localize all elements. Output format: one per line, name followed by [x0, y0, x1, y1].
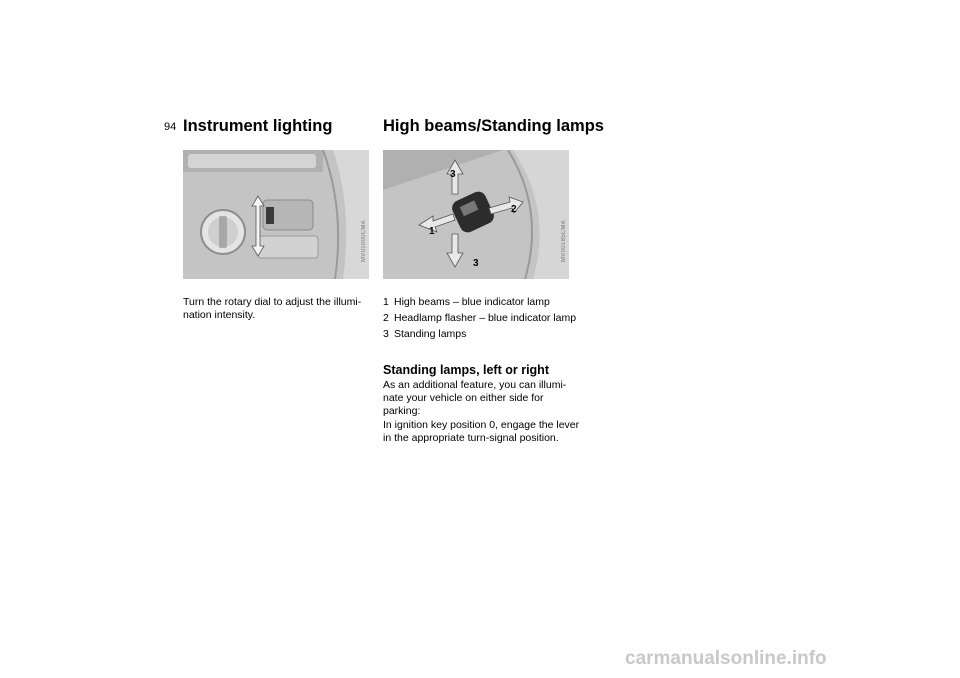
figure-code: MV00185CMA [561, 220, 567, 263]
standing-lamps-para-2: In ignition key position 0, engage the lever in the appropriate turn-signal position. [383, 419, 580, 444]
callout-3-top: 3 [450, 169, 456, 180]
page-number: 94 [164, 121, 177, 133]
list-item: 3 Standing lamps [383, 327, 467, 340]
figure-code: MV01000CMA [361, 220, 367, 263]
callout-1: 1 [429, 226, 435, 237]
list-item: 1 High beams – blue indicator lamp [383, 296, 550, 308]
instrument-lighting-text: Turn the rotary dial to adjust the illumi-nation intensity. [183, 296, 362, 321]
standing-lamps-para-1: As an additional feature, you can illumi-nate your vehicle on either side for parking: [383, 379, 567, 417]
standing-lamps-subheading: Standing lamps, left or right [383, 363, 549, 377]
callout-2: 2 [511, 204, 517, 215]
watermark: carmanualsonline.info [625, 648, 827, 669]
high-beams-list [383, 296, 583, 343]
instrument-lighting-heading: Instrument lighting [183, 117, 333, 135]
callout-3-bottom: 3 [473, 258, 479, 269]
instrument-lighting-figure [183, 150, 369, 279]
high-beams-figure [383, 150, 569, 279]
list-item: 2 Headlamp flasher – blue indicator lamp [383, 311, 577, 324]
high-beams-heading: High beams/Standing lamps [383, 117, 604, 135]
